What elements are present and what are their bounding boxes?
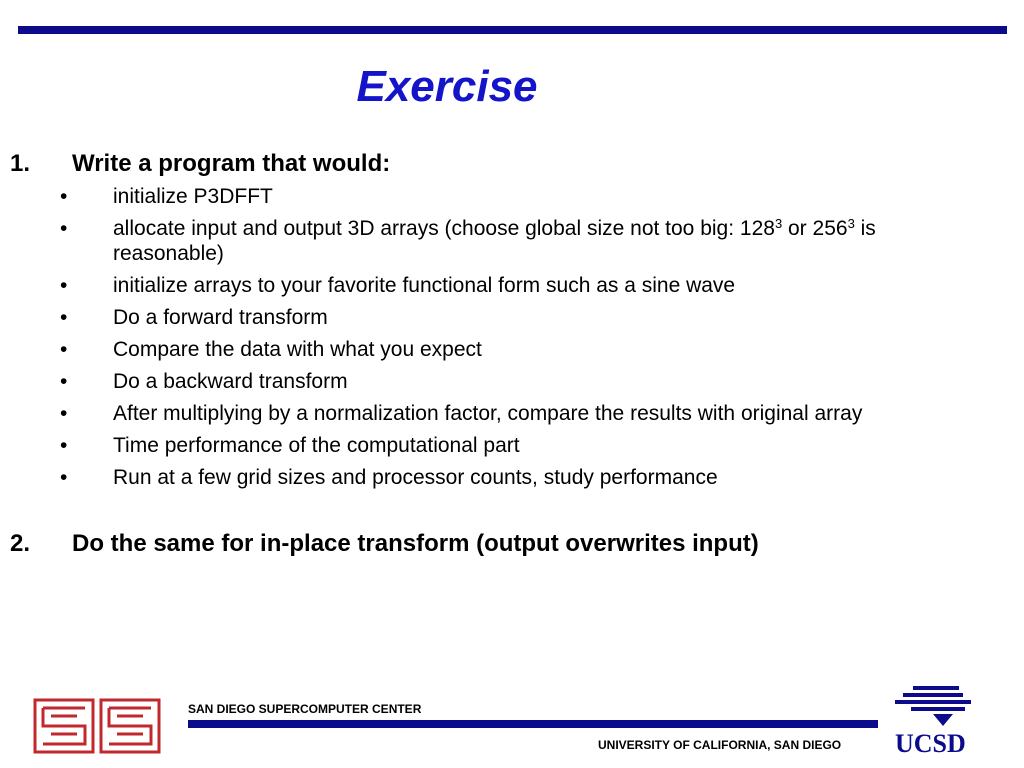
item-1-text: Write a program that would: [72, 150, 391, 177]
bullet-marker: • [60, 466, 68, 489]
top-rule [18, 26, 1007, 34]
bullet-item [58, 433, 978, 458]
bullet-marker: • [60, 274, 68, 297]
footer-org: SAN DIEGO SUPERCOMPUTER CENTER [188, 702, 422, 716]
bullet-prefix: Do a forward transform [113, 306, 328, 329]
footer-university: UNIVERSITY OF CALIFORNIA, SAN DIEGO [598, 738, 842, 752]
bullet-marker: • [60, 402, 68, 425]
ucsd-logo [893, 686, 997, 756]
bullet-prefix: Time performance of the computational part [113, 434, 520, 457]
bullet-item [58, 305, 978, 330]
bullet-suffix: is reasonable) [113, 217, 876, 265]
bullet-sup2: 3 [847, 216, 855, 231]
bullet-mid: or 256 [782, 217, 848, 240]
item-1-number: 1. [10, 150, 31, 177]
bullet-prefix: Run at a few grid sizes and processor counts, study performance [113, 466, 718, 489]
bullet-prefix: Do a backward transform [113, 370, 348, 393]
bullet-marker: • [60, 185, 68, 208]
ucsd-wordmark: UCSD [895, 729, 966, 756]
slide-title: Exercise [356, 62, 538, 111]
bullet-item [58, 465, 978, 490]
bullet-marker: • [60, 434, 68, 457]
bullet-item [58, 369, 978, 394]
bullet-item [58, 337, 978, 362]
bullet-item [58, 401, 978, 426]
bullet-prefix: initialize arrays to your favorite functional form such as a sine wave [113, 274, 736, 297]
bullet-sup1: 3 [774, 216, 783, 231]
bullet-prefix: allocate input and output 3D arrays (choose global size not too big: 128 [113, 217, 775, 240]
footer-rule [188, 720, 878, 728]
bullet-prefix: Compare the data with what you expect [113, 338, 482, 361]
bullet-list [58, 184, 978, 497]
bullet-marker: • [60, 217, 68, 240]
item-2-number: 2. [10, 530, 31, 557]
bullet-marker: • [60, 338, 68, 361]
bullet-prefix: initialize P3DFFT [113, 185, 273, 208]
bullet-marker: • [60, 370, 68, 393]
sdsc-logo [33, 696, 163, 758]
bullet-marker: • [60, 306, 68, 329]
bullet-item [58, 184, 978, 209]
bullet-item [58, 216, 978, 266]
bullet-item [58, 273, 978, 298]
item-2-text: Do the same for in-place transform (output overwrites input) [72, 530, 759, 557]
bullet-prefix: After multiplying by a normalization factor, compare the results with original array [113, 402, 863, 425]
